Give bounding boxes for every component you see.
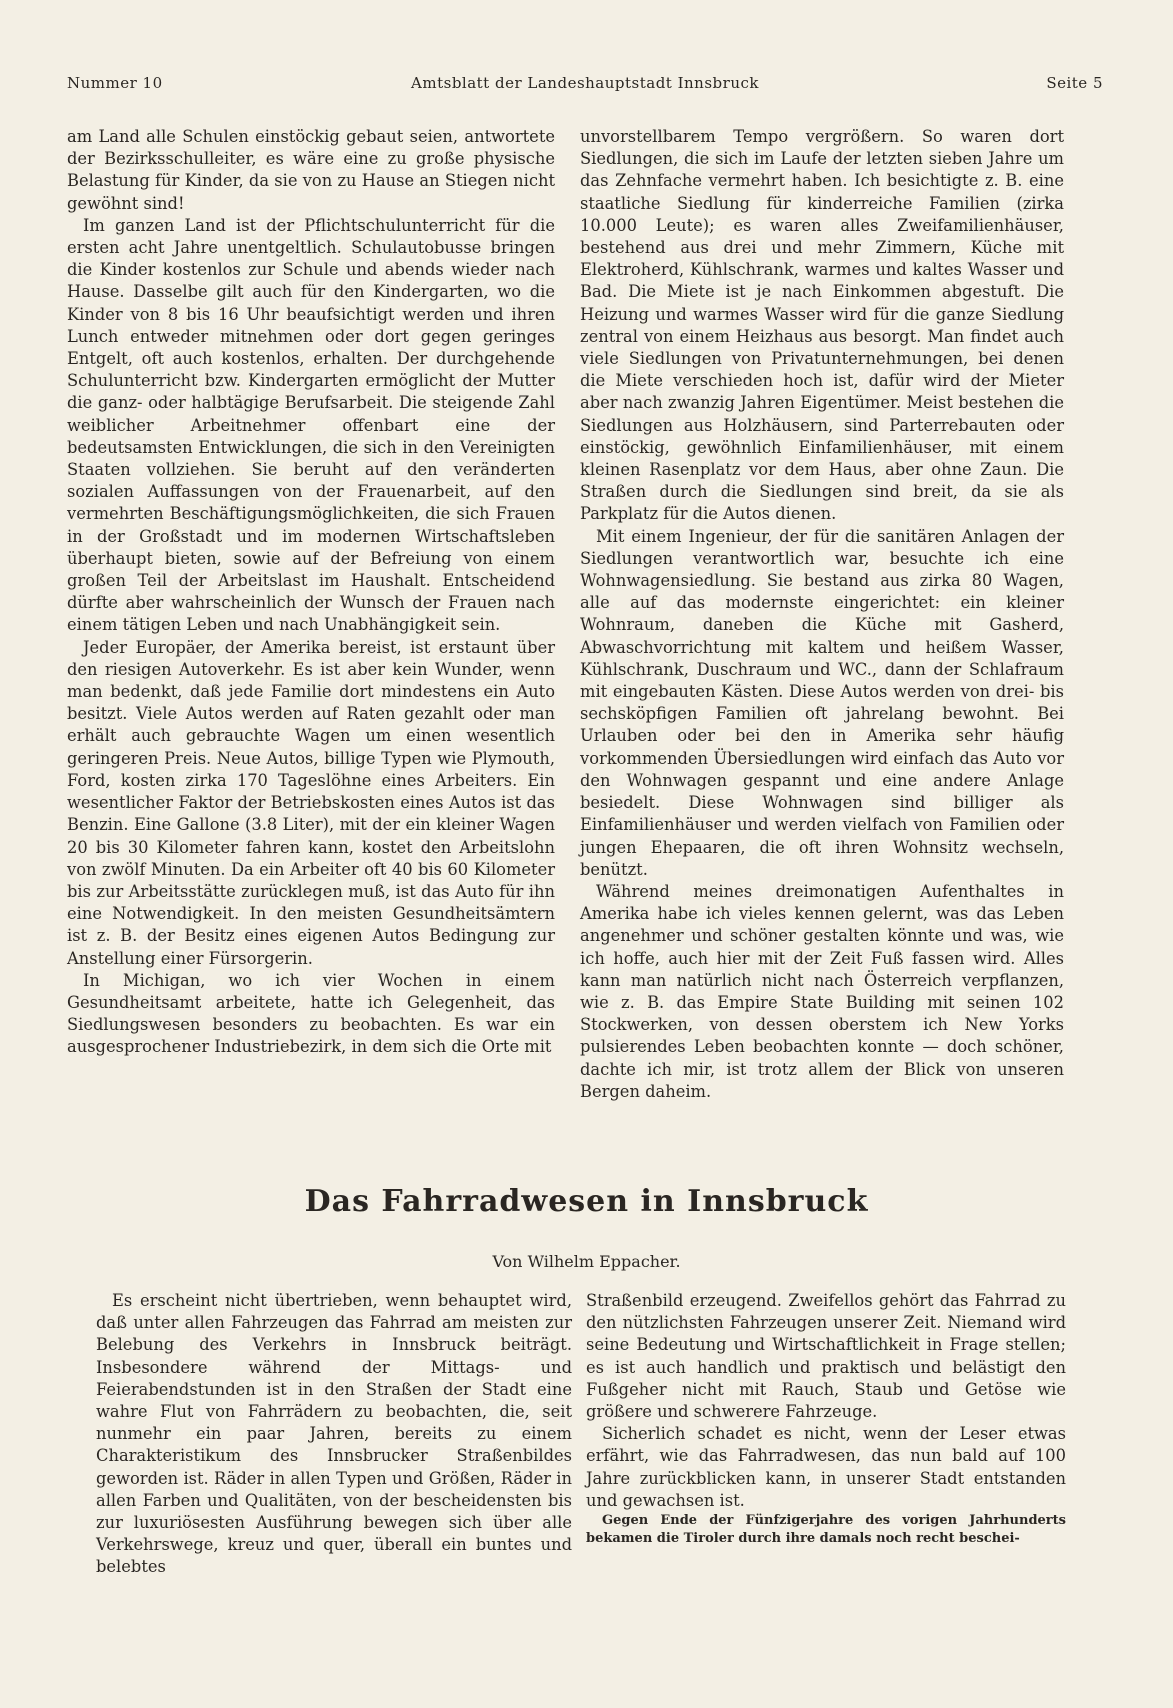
footnote-paragraph: Gegen Ende der Fünfzigerjahre des vorigen Jahrhunderts bekamen die Tiroler durch ihre damals noch recht beschei- bbox=[586, 1513, 1066, 1547]
paragraph: Im ganzen Land ist der Pflichtschulunterricht für die ersten acht Jahre unentgeltlich. Schulautobusse bringen die Kinder kostenlos zur Schule und abends wieder nach Hause. Dasselbe gilt auch für den Kindergarten, wo die Kinder von 8 bis 16 Uhr beaufsichtigt werden und ihren Lunch entweder mitnehmen oder dort gegen geringes Entgelt, oft auch kostenlos, erhalten. Der durchgehende Schulunterricht bzw. Kindergarten ermöglicht der Mutter die ganz- oder halbtägige Berufsarbeit. Die steigende Zahl weiblicher Arbeitnehmer offenbart eine der bedeutsamsten Entwicklungen, die sich in den Vereinigten Staaten vollziehen. Sie beruht auf den veränderten sozialen Auffassungen von der Frauenarbeit, auf den vermehrten Beschäftigungsmöglichkeiten, die sich Frauen in der Großstadt und im modernen Wirtschaftsleben überhaupt bieten, sowie auf der Befreiung von einem großen Teil der Arbeitslast im Haushalt. Entscheidend dürfte aber wahrscheinlich der Wunsch der Frauen nach einem tätigen Leben und nach Unabhängigkeit sein. bbox=[67, 215, 555, 635]
paragraph: Jeder Europäer, der Amerika bereist, ist erstaunt über den riesigen Autoverkehr. Es ist aber kein Wunder, wenn man bedenkt, daß jede Familie dort mindestens ein Auto besitzt. Viele Autos werden auf Raten gezahlt oder man erhält auch gebrauchte Wagen um einen wesentlich geringeren Preis. Neue Autos, billige Typen wie Plymouth, Ford, kosten zirka 170 Tageslöhne eines Arbeiters. Ein wesentlicher Faktor der Betriebskosten eines Autos ist das Benzin. Eine Gallone (3.8 Liter), mit der ein kleiner Wagen 20 bis 30 Kilometer fahren kann, kostet den Arbeitslohn von zwölf Minuten. Da ein Arbeiter oft 40 bis 60 Kilometer bis zur Arbeitsstätte zurücklegen muß, ist das Auto für ihn eine Notwendigkeit. In den meisten Gesundheitsämtern ist z. B. der Besitz eines eigenen Autos Bedingung zur Anstellung einer Fürsorgerin. bbox=[67, 637, 555, 968]
paragraph: Straßenbild erzeugend. Zweifellos gehört das Fahrrad zu den nützlichsten Fahrzeugen unserer Zeit. Niemand wird seine Bedeutung und Wirtschaftlichkeit in Frage stellen; es ist auch handlich und praktisch und belästigt den Fußgeher nicht mit Rauch, Staub und Getöse wie größere und schwerere Fahrzeuge. bbox=[586, 1291, 1066, 1422]
paragraph: Es erscheint nicht übertrieben, wenn behauptet wird, daß unter allen Fahrzeugen das Fahrrad am meisten zur Belebung des Verkehrs in Innsbruck beiträgt. Insbesondere während der Mittags- und Feierabendstunden ist in den Straßen der Stadt eine wahre Flut von Fahrrädern zu beobachten, die, seit nunmehr ein paar Jahren, bereits zu einem Charakteristikum des Innsbrucker Straßenbildes geworden ist. Räder in allen Typen und Größen, Räder in allen Farben und Qualitäten, von der bescheidensten bis zur luxuriösesten Ausführung bewegen sich über alle Verkehrswege, kreuz und quer, überall ein buntes und belebtes bbox=[96, 1291, 572, 1577]
issue-number: Nummer 10 bbox=[67, 74, 163, 92]
article-title: Das Fahrradwesen in Innsbruck bbox=[304, 1184, 869, 1219]
page-header bbox=[67, 74, 1103, 92]
article-left-column bbox=[96, 1290, 572, 1630]
paragraph: Während meines dreimonatigen Aufenthaltes in Amerika habe ich vieles kennen gelernt, was das Leben angenehmer und schöner gestalten könnte und was, wie ich hoffe, auch hier mit der Zeit Fuß fassen wird. Alles kann man natürlich nicht nach Österreich verpflanzen, wie z. B. das Empire State Building mit seinen 102 Stockwerken, von dessen oberstem ich New Yorks pulsierendes Leben beobachten konnte — doch schöner, dachte ich mir, ist trotz allem der Blick von unseren Bergen daheim. bbox=[580, 881, 1064, 1101]
paragraph: unvorstellbarem Tempo vergrößern. So waren dort Siedlungen, die sich im Laufe der letzten sieben Jahre um das Zehnfache vermehrt haben. Ich besichtigte z. B. eine staatliche Siedlung für kinderreiche Familien (zirka 10.000 Leute); es waren alles Zweifamilienhäuser, bestehend aus drei und mehr Zimmern, Küche mit Elektroherd, Kühlschrank, warmes und kaltes Wasser und Bad. Die Miete ist je nach Einkommen abgestuft. Die Heizung und warmes Wasser wird für die ganze Siedlung zentral von einem Heizhaus aus besorgt. Man findet auch viele Siedlungen von Privatunternehmungen, bei denen die Miete verschieden hoch ist, dafür wird der Mieter aber nach zwanzig Jahren Eigentümer. Meist bestehen die Siedlungen aus Holzhäusern, sind Parterrebauten oder einstöckig, gewöhnlich Einfamilienhäuser, mit einem kleinen Rasenplatz vor dem Haus, aber ohne Zaun. Die Straßen durch die Siedlungen sind breit, da sie als Parkplatz für die Autos dienen. bbox=[580, 127, 1064, 524]
paragraph: Mit einem Ingenieur, der für die sanitären Anlagen der Siedlungen verantwortlich war, besuchte ich eine Wohnwagensiedlung. Sie bestand aus zirka 80 Wagen, alle auf das modernste eingerichtet: ein kleiner Wohnraum, daneben die Küche mit Gasherd, Abwaschvorrichtung mit kaltem und heißem Wasser, Kühlschrank, Duschraum und WC., dann der Schlafraum mit eingebauten Kästen. Diese Autos werden von drei- bis sechsköpfigen Familien oft jahrelang bewohnt. Bei Urlauben oder bei den in Amerika sehr häufig vorkommenden Übersiedlungen wird einfach das Auto vor den Wohnwagen gespannt und eine andere Anlage besiedelt. Diese Wohnwagen sind billiger als Einfamilienhäuser und werden vielfach von Familien oder jungen Ehepaaren, die oft ihren Wohnsitz wechseln, benützt. bbox=[580, 526, 1064, 879]
article-right-column bbox=[586, 1290, 1066, 1630]
publication-title: Amtsblatt der Landeshauptstadt Innsbruck bbox=[411, 74, 759, 92]
paragraph: Sicherlich schadet es nicht, wenn der Leser etwas erfährt, wie das Fahrradwesen, das nun bald auf 100 Jahre zurückblicken kann, in unserer Stadt entstanden und gewachsen ist. bbox=[586, 1424, 1066, 1510]
page-number: Seite 5 bbox=[1046, 74, 1103, 92]
article-byline: Von Wilhelm Eppacher. bbox=[492, 1252, 681, 1271]
top-left-column bbox=[67, 126, 555, 1146]
paragraph: am Land alle Schulen einstöckig gebaut seien, antwortete der Bezirksschulleiter, es wäre eine zu große physische Belastung für Kinder, da sie von zu Hause an Stiegen nicht gewöhnt sind! bbox=[67, 127, 555, 213]
top-right-column bbox=[580, 126, 1064, 1146]
paragraph: In Michigan, wo ich vier Wochen in einem Gesundheitsamt arbeitete, hatte ich Gelegenheit, das Siedlungswesen besonders zu beobachten. Es war ein ausgesprochener Industriebezirk, in dem sich die Orte mit bbox=[67, 970, 555, 1057]
